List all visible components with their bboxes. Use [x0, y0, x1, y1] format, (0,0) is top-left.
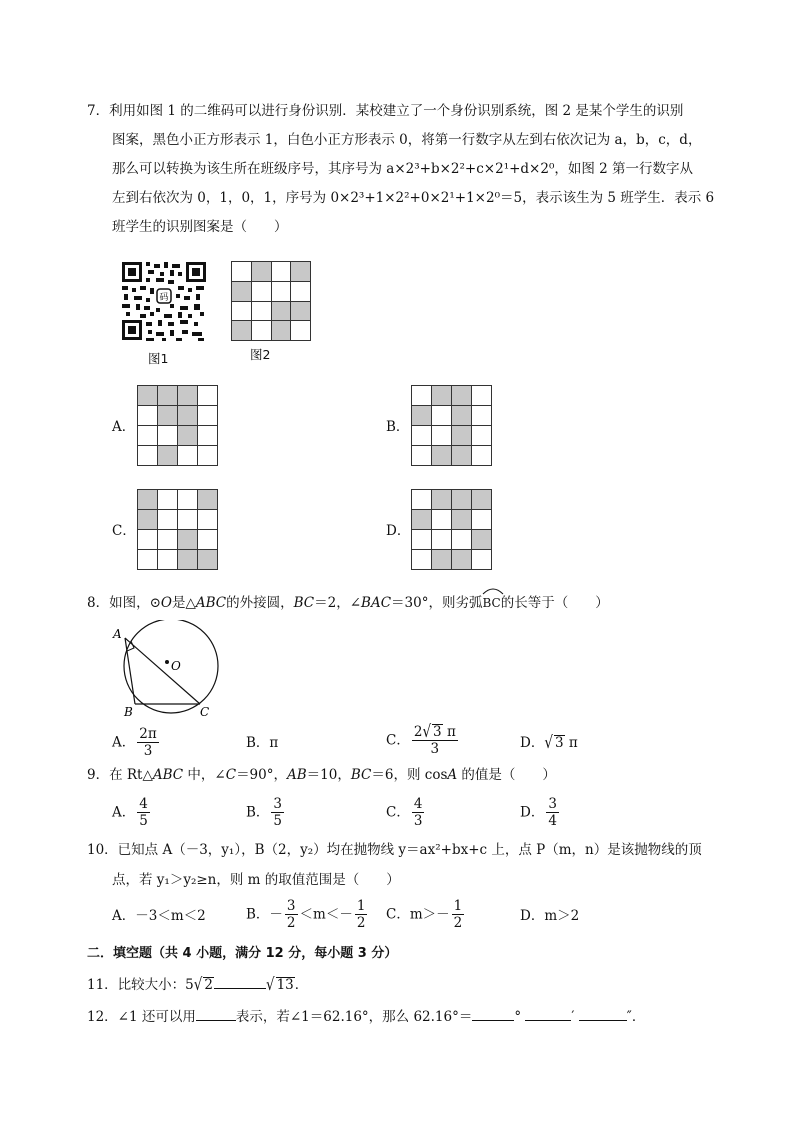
q7-option-b-label: B． [386, 419, 410, 435]
q9-text: 的值是（ ） [457, 767, 556, 783]
q10-line-1: 10．已知点 A（－3，y₁），B（2，y₂）均在抛物线 y＝ax²+bx+c 上，点 P（m，n）是该抛物线的顶 [87, 842, 702, 858]
numerator: 4 [413, 796, 423, 812]
numerator: 1 [453, 898, 463, 914]
q11-stem [87, 974, 308, 995]
figure-2-grid [231, 261, 311, 341]
q9-text: ＝90°， [236, 767, 287, 783]
grid-cell-empty [198, 386, 218, 406]
grid-cell-empty [472, 510, 492, 530]
grid-cell-empty [291, 321, 311, 341]
q9-text: 中，∠ [183, 767, 226, 783]
pi: π [568, 735, 578, 751]
option-label: D． [520, 735, 545, 751]
grid-cell-empty [252, 282, 272, 302]
fraction [285, 898, 298, 931]
grid-cell-filled [291, 262, 311, 282]
grid-cell-filled [452, 490, 472, 510]
radicand: 13 [276, 977, 294, 993]
option-label: B． [246, 804, 270, 821]
figure-1-label: 图1 [148, 351, 169, 366]
point-a-label: A [113, 627, 122, 641]
q7-line-1: 7．利用如图 1 的二维码可以进行身份识别．某校建立了一个身份识别系统，图 2 是某个学生的识别 [87, 103, 684, 119]
grid-cell-filled [412, 510, 432, 530]
minute-symbol: ′ [571, 1009, 575, 1025]
pi: π [446, 724, 456, 740]
q7-line-3: 那么可以转换为该生所在班级序号，其序号为 a×2³+b×2²+c×2¹+d×2⁰，如图 2 第一行数字从 [112, 161, 694, 177]
grid-cell-filled [472, 530, 492, 550]
q7-option-a-label: A． [112, 419, 136, 435]
q8-text: ＝2，∠ [314, 595, 362, 611]
option-label: C． [386, 804, 410, 821]
grid-cell-empty [232, 302, 252, 322]
grid-cell-empty [158, 530, 178, 550]
grid-cell-empty [272, 262, 292, 282]
q9-option-b[interactable] [246, 796, 286, 829]
q9-var: C [225, 767, 237, 783]
q7-option-c-label: C． [112, 523, 136, 539]
grid-cell-empty [178, 446, 198, 466]
numerator: 1 [356, 898, 366, 914]
numerator: 2π [139, 726, 157, 742]
grid-cell-empty [452, 530, 472, 550]
q7-line-2: 图案，黑色小正方形表示 1，白色小正方形表示 0，将第一行数字从左到右依次记为 a，b，c，d， [112, 132, 702, 148]
q10-option-b[interactable] [246, 898, 369, 931]
grid-cell-empty [412, 446, 432, 466]
grid-cell-empty [472, 386, 492, 406]
radical-sign-icon: √ [422, 722, 432, 742]
grid-cell-filled [452, 406, 472, 426]
q12-text: 表示，若∠1＝62.16°，那么 62.16°＝ [235, 1009, 473, 1025]
grid-cell-empty [412, 530, 432, 550]
q9-option-c[interactable] [386, 796, 426, 829]
q8-text: 的长等于（ ） [500, 595, 609, 611]
option-value: π [269, 735, 279, 751]
denominator: 4 [548, 813, 557, 829]
grid-cell-empty [198, 426, 218, 446]
grid-cell-filled [178, 386, 198, 406]
radicand: 2 [204, 977, 213, 993]
grid-cell-filled [158, 386, 178, 406]
numerator: 3 [548, 796, 557, 812]
grid-cell-filled [452, 550, 472, 570]
figure-2-label: 图2 [250, 347, 271, 362]
fraction [355, 898, 368, 931]
grid-cell-empty [158, 510, 178, 530]
grid-cell-filled [178, 550, 198, 570]
q8-var-abc: ABC [195, 595, 227, 611]
grid-cell-filled [158, 406, 178, 426]
grid-cell-filled [432, 446, 452, 466]
q8-var-bc: BC [293, 595, 315, 611]
q8-var-o: O [160, 595, 172, 611]
grid-cell-filled [178, 530, 198, 550]
q9-var: A [447, 767, 458, 783]
grid-cell-empty [291, 282, 311, 302]
q8-text: ＝30°，则劣弧 [391, 595, 483, 611]
q8-text: 的外接圆， [226, 595, 294, 611]
grid-cell-empty [178, 490, 198, 510]
point-o-label: O [171, 659, 181, 673]
q7-option-d-grid[interactable] [411, 489, 492, 570]
grid-cell-filled [452, 446, 472, 466]
grid-cell-filled [198, 490, 218, 510]
q9-text: ＝6，则 cos [371, 767, 448, 783]
grid-cell-empty [198, 406, 218, 426]
denominator: 3 [413, 813, 423, 829]
q8-option-d[interactable] [520, 733, 578, 753]
radical-sign-icon: √ [265, 975, 275, 995]
option-label: D． [520, 804, 545, 821]
q10-line-2: 点，若 y₁＞y₂≥n，则 m 的取值范围是（ ） [112, 872, 400, 888]
coefficient: 2 [413, 724, 423, 740]
grid-cell-empty [138, 446, 158, 466]
q7-option-c-grid[interactable] [137, 489, 218, 570]
q7-option-a-grid[interactable] [137, 385, 218, 466]
grid-cell-filled [232, 282, 252, 302]
q9-text: 9．在 Rt△ [87, 767, 153, 783]
grid-cell-empty [472, 426, 492, 446]
q10-option-c[interactable] [386, 898, 466, 931]
grid-cell-filled [452, 386, 472, 406]
grid-cell-empty [412, 550, 432, 570]
q8-circle-figure [108, 620, 220, 720]
denominator: 3 [143, 743, 153, 759]
fraction [137, 726, 158, 759]
grid-cell-empty [198, 446, 218, 466]
grid-cell-empty [252, 321, 272, 341]
q12-blank-degrees[interactable] [472, 1006, 514, 1021]
svg-text:码: 码 [159, 293, 169, 303]
numerator: 3 [286, 898, 296, 914]
grid-cell-empty [138, 550, 158, 570]
option-label: B． [246, 735, 270, 751]
grid-cell-empty [138, 530, 158, 550]
grid-cell-filled [272, 321, 292, 341]
grid-cell-empty [472, 406, 492, 426]
grid-cell-empty [472, 446, 492, 466]
q12-text: 12．∠1 还可以用 [87, 1009, 196, 1025]
grid-cell-filled [291, 302, 311, 322]
grid-cell-filled [432, 386, 452, 406]
q11-answer-blank[interactable] [214, 974, 266, 989]
q9-option-d[interactable] [520, 796, 561, 829]
radicand: 3 [433, 724, 442, 740]
grid-cell-empty [158, 426, 178, 446]
grid-cell-filled [138, 386, 158, 406]
radical-sign-icon: √ [193, 975, 203, 995]
q8-arc-bc [482, 589, 500, 613]
fraction [412, 724, 458, 757]
fraction [412, 796, 425, 829]
q8-stem [87, 589, 609, 613]
q8-text: 是△ [171, 595, 196, 611]
grid-cell-empty [432, 510, 452, 530]
q10-option-a[interactable]: A．－3＜m＜2 [112, 908, 206, 924]
grid-cell-empty [432, 426, 452, 446]
grid-cell-empty [412, 490, 432, 510]
q12-stem [87, 1006, 645, 1027]
grid-cell-filled [452, 426, 472, 446]
grid-cell-empty [412, 386, 432, 406]
grid-cell-empty [198, 530, 218, 550]
q9-var: BC [350, 767, 372, 783]
q9-option-a[interactable] [112, 796, 152, 829]
q9-stem [87, 765, 556, 785]
grid-cell-empty [178, 510, 198, 530]
q7-line-4: 左到右依次为 0，1，0，1，序号为 0×2³+1×2²+0×2¹+1×2⁰＝5，表示该生为 5 班学生．表示 6 [112, 190, 715, 206]
q12-blank-seconds[interactable] [579, 1006, 627, 1021]
q8-arc-label: BC [482, 596, 501, 610]
grid-cell-filled [472, 490, 492, 510]
denominator: 2 [453, 915, 463, 931]
q11-text: 11．比较大小：5 [87, 977, 194, 993]
grid-cell-empty [432, 530, 452, 550]
grid-cell-filled [138, 510, 158, 530]
q11-text: ． [294, 977, 309, 993]
grid-cell-empty [272, 282, 292, 302]
option-label: A． [112, 734, 136, 751]
option-label: A． [112, 804, 136, 821]
grid-cell-filled [158, 446, 178, 466]
grid-cell-filled [178, 406, 198, 426]
grid-cell-filled [272, 302, 292, 322]
q8-option-a[interactable] [112, 726, 161, 759]
option-label: C．m＞－ [386, 906, 450, 923]
grid-cell-empty [232, 262, 252, 282]
grid-cell-empty [252, 302, 272, 322]
fraction [137, 796, 150, 829]
q7-option-b-grid[interactable] [411, 385, 492, 466]
numerator: 4 [139, 796, 148, 812]
degree-symbol: ° [514, 1009, 522, 1025]
grid-cell-empty [158, 490, 178, 510]
point-b-label: B [124, 705, 133, 719]
q7-option-d-label: D． [386, 523, 411, 539]
numerator [412, 724, 458, 741]
grid-cell-filled [432, 490, 452, 510]
q10-option-d[interactable]: D．m＞2 [520, 908, 580, 924]
grid-cell-filled [452, 510, 472, 530]
radical-sign-icon: √ [544, 733, 553, 753]
section-2-heading: 二．填空题（共 4 小题，满分 12 分，每小题 3 分） [87, 946, 398, 961]
q9-text: ＝10， [306, 767, 351, 783]
grid-cell-empty [158, 550, 178, 570]
q9-var: AB [287, 767, 307, 783]
grid-cell-empty [432, 406, 452, 426]
grid-cell-filled [178, 426, 198, 446]
grid-cell-empty [138, 406, 158, 426]
q8-var-bac: BAC [361, 595, 392, 611]
grid-cell-filled [138, 490, 158, 510]
grid-cell-filled [232, 321, 252, 341]
fraction [452, 898, 465, 931]
option-label: C． [386, 732, 410, 749]
denominator: 2 [286, 915, 296, 931]
point-c-label: C [200, 705, 210, 719]
grid-cell-empty [412, 426, 432, 446]
grid-cell-empty [472, 550, 492, 570]
denominator: 3 [430, 741, 440, 757]
grid-cell-empty [198, 510, 218, 530]
q8-option-b[interactable] [246, 733, 278, 753]
grid-cell-filled [252, 262, 272, 282]
q12-blank-notation[interactable] [196, 1006, 236, 1021]
second-symbol: ″． [626, 1009, 646, 1025]
radicand: 3 [554, 735, 564, 751]
qr-code-figure-1 [120, 260, 208, 342]
q7-line-5: 班学生的识别图案是（ ） [112, 219, 288, 235]
fraction [271, 796, 284, 829]
grid-cell-filled [198, 550, 218, 570]
denominator: 5 [273, 813, 283, 829]
q9-var: ABC [152, 767, 184, 783]
grid-cell-filled [432, 550, 452, 570]
grid-cell-filled [412, 406, 432, 426]
numerator: 3 [273, 796, 283, 812]
q8-text: 8．如图，⊙ [87, 595, 161, 611]
fraction [546, 796, 559, 829]
denominator: 2 [356, 915, 366, 931]
q8-option-c[interactable] [386, 724, 460, 757]
arc-mark-icon [482, 587, 504, 595]
q12-blank-minutes[interactable] [525, 1006, 571, 1021]
denominator: 5 [139, 813, 148, 829]
option-label: B．－ [246, 906, 283, 923]
grid-cell-empty [138, 426, 158, 446]
option-text: ＜m＜－ [299, 906, 353, 923]
